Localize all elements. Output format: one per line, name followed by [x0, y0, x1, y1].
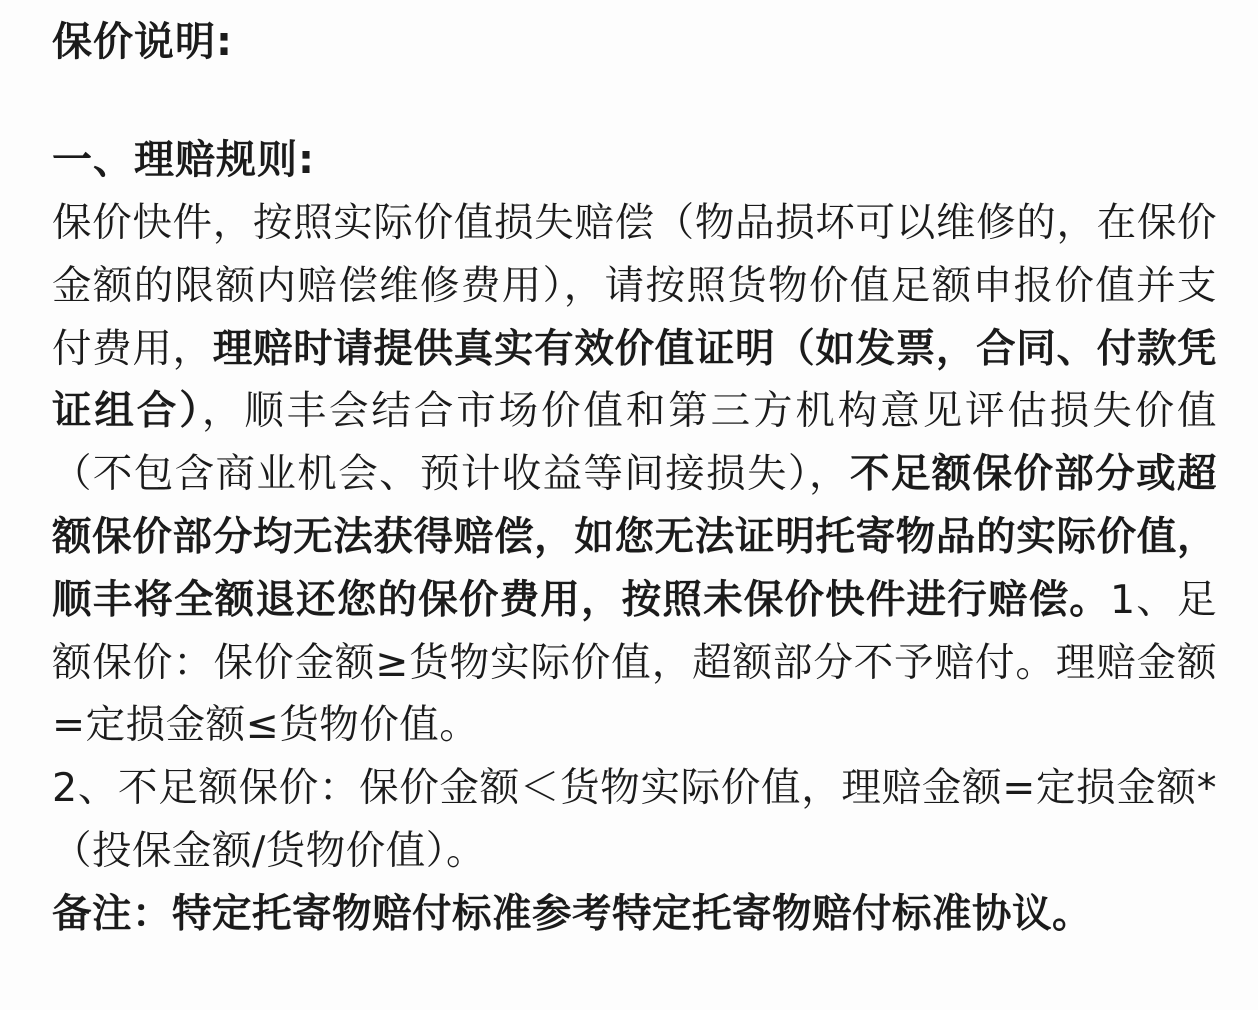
note-text: 备注：特定托寄物赔付标准参考特定托寄物赔付标准协议。 [52, 890, 1092, 937]
rules-paragraph-2: 2、不足额保价：保价金额＜货物实际价值，理赔金额=定损金额*（投保金额/货物价值）。 [52, 765, 1217, 874]
rules-paragraph-1 [52, 192, 1217, 757]
page-title: 保价说明: [52, 19, 233, 65]
paragraph-text: 保价快件，按照实际价值损失赔偿（物品损坏可以维修的，在保价金额的限额内赔偿维修费用），请按照货物价值足额申报价值并支付费用， [52, 200, 1217, 372]
paragraph-text: ，顺丰会结合市场价值和第三方机构意见评估损失价值（不包含商业机会、预计收益等间接损失）， [52, 388, 1218, 498]
bold-proof-requirement: 理赔时请提供真实有效价值证明（如发票，合同、付款凭证组合） [52, 325, 1218, 435]
bold-compensation-rule: 不足额保价部分或超额保价部分均无法获得赔偿，如您无法证明托寄物品的实际价值，顺丰将全额退还您的保价费用，按照未保价快件进行赔偿。 [52, 451, 1218, 623]
rules-body [52, 192, 1217, 946]
section-heading: 一、理赔规则: [52, 137, 315, 183]
paragraph-text: 1、足额保价：保价金额≥货物实际价值，超额部分不予赔付。理赔金额=定损金额≤货物价值。 [52, 576, 1217, 749]
